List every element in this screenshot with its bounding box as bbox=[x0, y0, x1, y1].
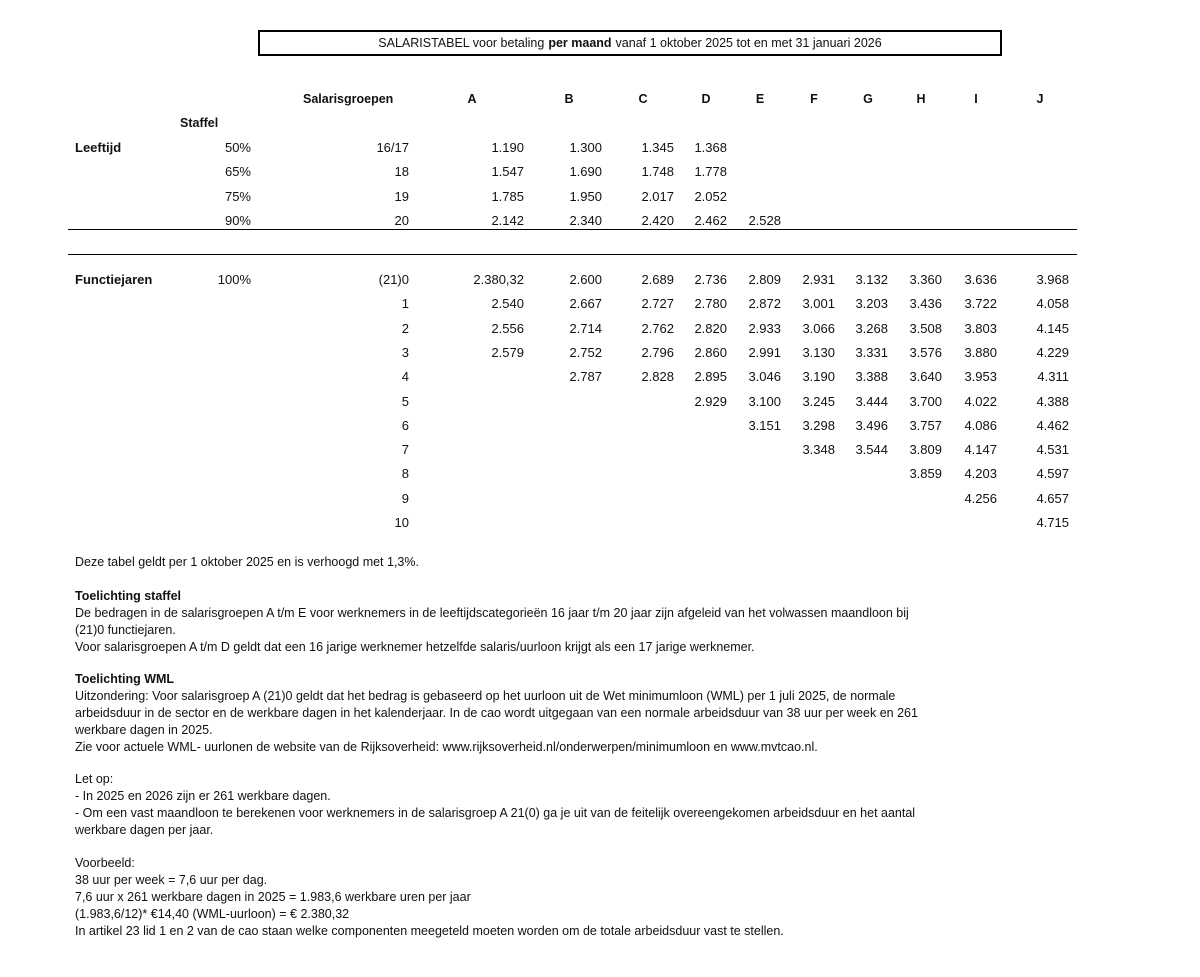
table-cell: 2.736 bbox=[694, 272, 727, 287]
example-line: Voorbeeld: bbox=[75, 856, 135, 870]
table-cell: 3.722 bbox=[964, 296, 997, 311]
table-cell: 3.508 bbox=[909, 321, 942, 336]
age-key: 20 bbox=[394, 213, 409, 228]
group-header-c: C bbox=[638, 92, 648, 106]
group-header-g: G bbox=[863, 92, 873, 106]
staffel-label: Staffel bbox=[180, 116, 219, 130]
table-cell: 4.203 bbox=[964, 466, 997, 481]
table-cell: 2.052 bbox=[694, 189, 727, 204]
function-year-key: 8 bbox=[401, 466, 409, 481]
table-cell: 2.528 bbox=[748, 213, 781, 228]
function-year-key: 1 bbox=[401, 296, 409, 311]
table-cell: 2.860 bbox=[694, 345, 727, 360]
functiejaren-label: Functiejaren bbox=[75, 272, 153, 287]
letop-line: - Om een vast maandloon te berekenen voor werknemers in de salarisgroep A 21(0) ga je uit van de feitelijk overeengekomen arbeidsduur en het aantal bbox=[75, 806, 916, 820]
table-cell: 2.931 bbox=[802, 272, 835, 287]
table-cell: 3.100 bbox=[748, 394, 781, 409]
table-cell: 4.715 bbox=[1036, 515, 1069, 530]
function-year-key: 6 bbox=[401, 418, 409, 433]
table-cell: 4.462 bbox=[1036, 418, 1069, 433]
table-cell: 4.388 bbox=[1036, 394, 1069, 409]
table-cell: 3.130 bbox=[802, 345, 835, 360]
table-cell: 3.245 bbox=[802, 394, 835, 409]
table-cell: 2.872 bbox=[748, 296, 781, 311]
table-cell: 3.132 bbox=[855, 272, 888, 287]
letop-line: Let op: bbox=[75, 772, 114, 786]
table-cell: 3.576 bbox=[909, 345, 942, 360]
function-year-key: (21)0 bbox=[378, 272, 409, 287]
table-cell: 3.636 bbox=[964, 272, 997, 287]
table-cell: 3.880 bbox=[964, 345, 997, 360]
notes-staffel bbox=[75, 588, 909, 656]
table-cell: 2.380,32 bbox=[473, 272, 524, 287]
table-cell: 2.933 bbox=[748, 321, 781, 336]
table-cell: 2.787 bbox=[569, 369, 602, 384]
table-cell: 4.086 bbox=[964, 418, 997, 433]
function-year-key: 3 bbox=[401, 345, 409, 360]
table-cell: 3.066 bbox=[802, 321, 835, 336]
table-cell: 2.828 bbox=[641, 369, 674, 384]
salarisgroepen-label: Salarisgroepen bbox=[303, 92, 394, 106]
group-header-b: B bbox=[564, 92, 574, 106]
table-cell: 3.444 bbox=[855, 394, 888, 409]
example-line: (1.983,6/12)* €14,40 (WML-uurloon) = € 2.380,32 bbox=[75, 907, 350, 921]
title-suffix: vanaf 1 oktober 2025 tot en met 31 januari 2026 bbox=[615, 36, 882, 50]
table-cell: 4.147 bbox=[964, 442, 997, 457]
table-cell: 3.046 bbox=[748, 369, 781, 384]
table-cell: 3.496 bbox=[855, 418, 888, 433]
staffel-percentage: 90% bbox=[224, 213, 251, 228]
table-cell: 2.600 bbox=[569, 272, 602, 287]
letop-line: werkbare dagen per jaar. bbox=[75, 823, 214, 837]
table-cell: 3.348 bbox=[802, 442, 835, 457]
table-cell: 4.657 bbox=[1036, 491, 1069, 506]
table-cell: 3.700 bbox=[909, 394, 942, 409]
notes-letop bbox=[75, 771, 915, 839]
wml-line: Uitzondering: Voor salarisgroep A (21)0 geldt dat het bedrag is gebaseerd op het uurloon uit de Wet minimumloon (WML) per 1 juli 2025, de normale bbox=[75, 689, 896, 703]
table-cell: 3.803 bbox=[964, 321, 997, 336]
table-cell: 2.762 bbox=[641, 321, 674, 336]
example-line: 38 uur per week = 7,6 uur per dag. bbox=[75, 873, 268, 887]
table-cell: 1.300 bbox=[569, 140, 602, 155]
age-key: 19 bbox=[394, 189, 409, 204]
table-cell: 1.547 bbox=[491, 164, 524, 179]
table-cell: 3.151 bbox=[748, 418, 781, 433]
table-cell: 2.017 bbox=[641, 189, 674, 204]
table-cell: 1.345 bbox=[641, 140, 674, 155]
leeftijd-label: Leeftijd bbox=[75, 140, 122, 155]
table-title bbox=[258, 30, 1002, 56]
table-cell: 4.256 bbox=[964, 491, 997, 506]
table-cell: 2.462 bbox=[694, 213, 727, 228]
table-cell: 2.142 bbox=[491, 213, 524, 228]
table-cell: 2.727 bbox=[641, 296, 674, 311]
example-line: 7,6 uur x 261 werkbare dagen in 2025 = 1.983,6 werkbare uren per jaar bbox=[75, 890, 471, 904]
staffel-percentage: 65% bbox=[224, 164, 251, 179]
table-cell: 2.796 bbox=[641, 345, 674, 360]
function-year-key: 10 bbox=[394, 515, 409, 530]
title-bold: per maand bbox=[548, 36, 612, 50]
staffel-line: (21)0 functiejaren. bbox=[75, 623, 176, 637]
table-cell: 3.757 bbox=[909, 418, 942, 433]
table-cell: 3.331 bbox=[855, 345, 888, 360]
table-cell: 2.809 bbox=[748, 272, 781, 287]
table-cell: 3.968 bbox=[1036, 272, 1069, 287]
table-cell: 4.531 bbox=[1036, 442, 1069, 457]
group-header-j: J bbox=[1036, 92, 1044, 106]
table-cell: 3.859 bbox=[909, 466, 942, 481]
wml-line: arbeidsduur in de sector en de werkbare dagen in het kalenderjaar. In de cao wordt uitgegaan van een normale arbeidsduur van 38 uur per week en 261 bbox=[75, 706, 918, 720]
table-cell: 3.544 bbox=[855, 442, 888, 457]
table-cell: 2.780 bbox=[694, 296, 727, 311]
table-cell: 3.388 bbox=[855, 369, 888, 384]
table-cell: 3.298 bbox=[802, 418, 835, 433]
group-header-e: E bbox=[755, 92, 765, 106]
table-cell: 2.667 bbox=[569, 296, 602, 311]
table-cell: 2.929 bbox=[694, 394, 727, 409]
table-cell: 1.368 bbox=[694, 140, 727, 155]
table-cell: 1.748 bbox=[641, 164, 674, 179]
section-divider-top bbox=[68, 229, 1077, 230]
staffel-percentage: 75% bbox=[224, 189, 251, 204]
function-year-key: 2 bbox=[401, 321, 409, 336]
table-cell: 3.436 bbox=[909, 296, 942, 311]
table-cell: 1.785 bbox=[491, 189, 524, 204]
function-percentage: 100% bbox=[217, 272, 251, 287]
group-header-i: I bbox=[974, 92, 978, 106]
table-cell: 3.268 bbox=[855, 321, 888, 336]
table-cell: 3.360 bbox=[909, 272, 942, 287]
table-cell: 2.689 bbox=[641, 272, 674, 287]
table-cell: 3.001 bbox=[802, 296, 835, 311]
table-cell: 4.229 bbox=[1036, 345, 1069, 360]
table-cell: 3.640 bbox=[909, 369, 942, 384]
intro-text: Deze tabel geldt per 1 oktober 2025 en is verhoogd met 1,3%. bbox=[75, 555, 419, 569]
table-cell: 2.540 bbox=[491, 296, 524, 311]
table-cell: 2.991 bbox=[748, 345, 781, 360]
table-cell: 2.579 bbox=[491, 345, 524, 360]
table-cell: 2.820 bbox=[694, 321, 727, 336]
staffel-heading: Toelichting staffel bbox=[75, 589, 182, 603]
group-header-d: D bbox=[701, 92, 711, 106]
table-cell: 2.752 bbox=[569, 345, 602, 360]
wml-heading: Toelichting WML bbox=[75, 672, 175, 686]
function-year-key: 7 bbox=[401, 442, 409, 457]
wml-line: Zie voor actuele WML- uurlonen de website van de Rijksoverheid: www.rijksoverheid.nl/onderwerpen/minimumloon en www.mvtcao.nl. bbox=[75, 740, 818, 754]
table-cell: 4.311 bbox=[1037, 369, 1069, 384]
staffel-line: De bedragen in de salarisgroepen A t/m E voor werknemers in de leeftijdscategorieën 16 jaar t/m 20 jaar zijn afgeleid van het volwassen maandloon bij bbox=[75, 606, 909, 620]
function-year-key: 4 bbox=[401, 369, 409, 384]
table-cell: 4.145 bbox=[1036, 321, 1069, 336]
group-header-f: F bbox=[810, 92, 818, 106]
table-cell: 3.190 bbox=[802, 369, 835, 384]
example-line: In artikel 23 lid 1 en 2 van de cao staan welke componenten meegeteld moeten worden om de totale arbeidsduur vast te stellen. bbox=[75, 924, 784, 938]
table-cell: 1.950 bbox=[569, 189, 602, 204]
notes-intro bbox=[75, 554, 419, 571]
age-key: 16/17 bbox=[376, 140, 409, 155]
table-cell: 4.597 bbox=[1036, 466, 1069, 481]
table-cell: 2.714 bbox=[569, 321, 602, 336]
table-cell: 1.690 bbox=[569, 164, 602, 179]
group-header-h: H bbox=[916, 92, 926, 106]
letop-line: - In 2025 en 2026 zijn er 261 werkbare dagen. bbox=[75, 789, 331, 803]
table-cell: 4.058 bbox=[1036, 296, 1069, 311]
table-cell: 2.340 bbox=[569, 213, 602, 228]
table-cell: 2.895 bbox=[694, 369, 727, 384]
table-cell: 3.203 bbox=[855, 296, 888, 311]
notes-wml bbox=[75, 671, 918, 756]
section-divider-bottom bbox=[68, 254, 1077, 255]
title-prefix: SALARISTABEL voor betaling bbox=[378, 36, 545, 50]
staffel-line: Voor salarisgroepen A t/m D geldt dat een 16 jarige werknemer hetzelfde salaris/uurloon krijgt als een 17 jarige werknemer. bbox=[75, 640, 755, 654]
table-cell: 1.778 bbox=[694, 164, 727, 179]
table-cell: 4.022 bbox=[964, 394, 997, 409]
wml-line: werkbare dagen in 2025. bbox=[75, 723, 213, 737]
function-year-key: 9 bbox=[401, 491, 409, 506]
table-cell: 3.809 bbox=[909, 442, 942, 457]
table-cell: 2.420 bbox=[641, 213, 674, 228]
table-cell: 3.953 bbox=[964, 369, 997, 384]
group-header-a: A bbox=[467, 92, 477, 106]
function-year-key: 5 bbox=[401, 394, 409, 409]
table-cell: 1.190 bbox=[491, 140, 524, 155]
staffel-percentage: 50% bbox=[224, 140, 251, 155]
table-cell: 2.556 bbox=[491, 321, 524, 336]
age-key: 18 bbox=[394, 164, 409, 179]
notes-example bbox=[75, 855, 784, 940]
